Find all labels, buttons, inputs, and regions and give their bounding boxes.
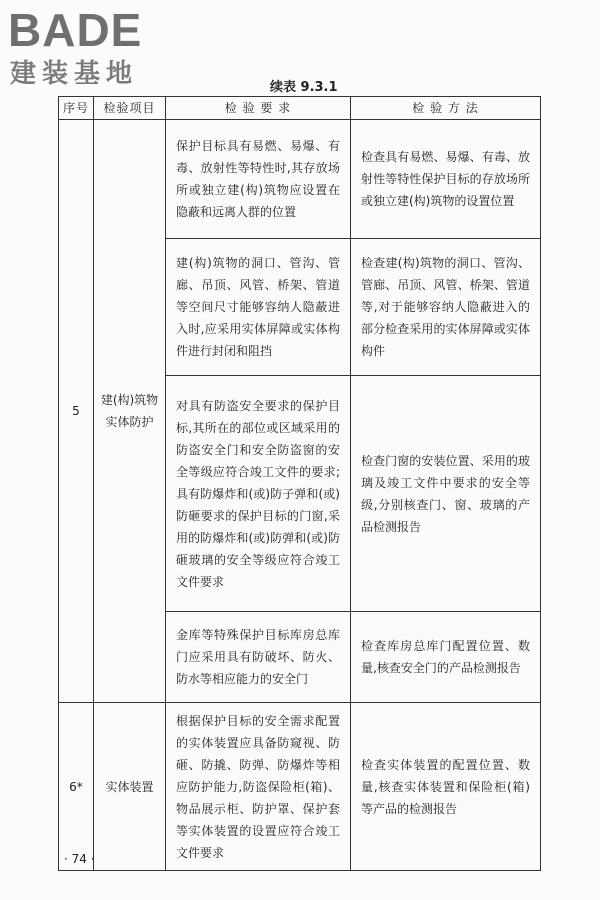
requirement-cell: 根据保护目标的安全需求配置的实体装置应具备防窥视、防砸、防撬、防弹、防爆炸等相应防护能力,防盗保险柜(箱)、物品展示柜、防护罩、保护套等实体装置的设置应符合竣工文件要求 [166, 703, 351, 871]
method-cell: 检查门窗的安装位置、采用的玻璃及竣工文件中要求的安全等级,分别核查门、窗、玻璃的产品检测报告 [351, 376, 541, 612]
requirement-cell: 金库等特殊保护目标库房总库门应采用具有防破坏、防火、防水等相应能力的安全门 [166, 612, 351, 703]
method-cell: 检查实体装置的配置位置、数量,核查实体装置和保险柜(箱)等产品的检测报告 [351, 703, 541, 871]
table-row [59, 120, 541, 239]
table-title: 续表 9.3.1 [270, 80, 338, 95]
requirement-cell: 对具有防盗安全要求的保护目标,其所在的部位或区域采用的防盗安全门和安全防盗窗的安全等级应符合竣工文件的要求;具有防爆炸和(或)防子弹和(或)防砸要求的保护目标的门窗,采用的防爆炸和(或)防弹和(或)防砸玻璃的安全等级应符合竣工文件要求 [166, 376, 351, 612]
logo-brand-text: BADE [8, 4, 143, 56]
header-method: 检 验 方 法 [351, 97, 541, 120]
requirement-cell: 建(构)筑物的洞口、管沟、管廊、吊顶、风管、桥架、管道等空间尺寸能够容纳人隐蔽进入时,应采用实体屏障或实体构件进行封闭和阻挡 [166, 239, 351, 376]
method-cell: 检查库房总库门配置位置、数量,核查安全门的产品检测报告 [351, 612, 541, 703]
inspection-table [58, 96, 541, 871]
table-row [59, 703, 541, 871]
requirement-cell: 保护目标具有易燃、易爆、有毒、放射性等特性时,其存放场所或独立建(构)筑物应设置在隐蔽和远离人群的位置 [166, 120, 351, 239]
inspection-item: 建(构)筑物实体防护 [94, 120, 166, 703]
header-requirement: 检 验 要 求 [166, 97, 351, 120]
header-no: 序号 [59, 97, 94, 120]
row-number: 6* [59, 703, 94, 871]
header-row [59, 97, 541, 120]
page-number: · 74 · [64, 852, 95, 866]
header-item: 检验项目 [94, 97, 166, 120]
method-cell: 检查建(构)筑物的洞口、管沟、管廊、吊顶、风管、桥架、管道等,对于能够容纳人隐蔽进入的部分检查采用的实体屏障或实体构件 [351, 239, 541, 376]
logo-subtitle: 建装基地 [10, 59, 139, 89]
brand-logo [8, 6, 178, 96]
inspection-item: 实体装置 [94, 703, 166, 871]
row-number: 5 [59, 120, 94, 703]
method-cell: 检查具有易燃、易爆、有毒、放射性等特性保护目标的存放场所或独立建(构)筑物的设置位置 [351, 120, 541, 239]
